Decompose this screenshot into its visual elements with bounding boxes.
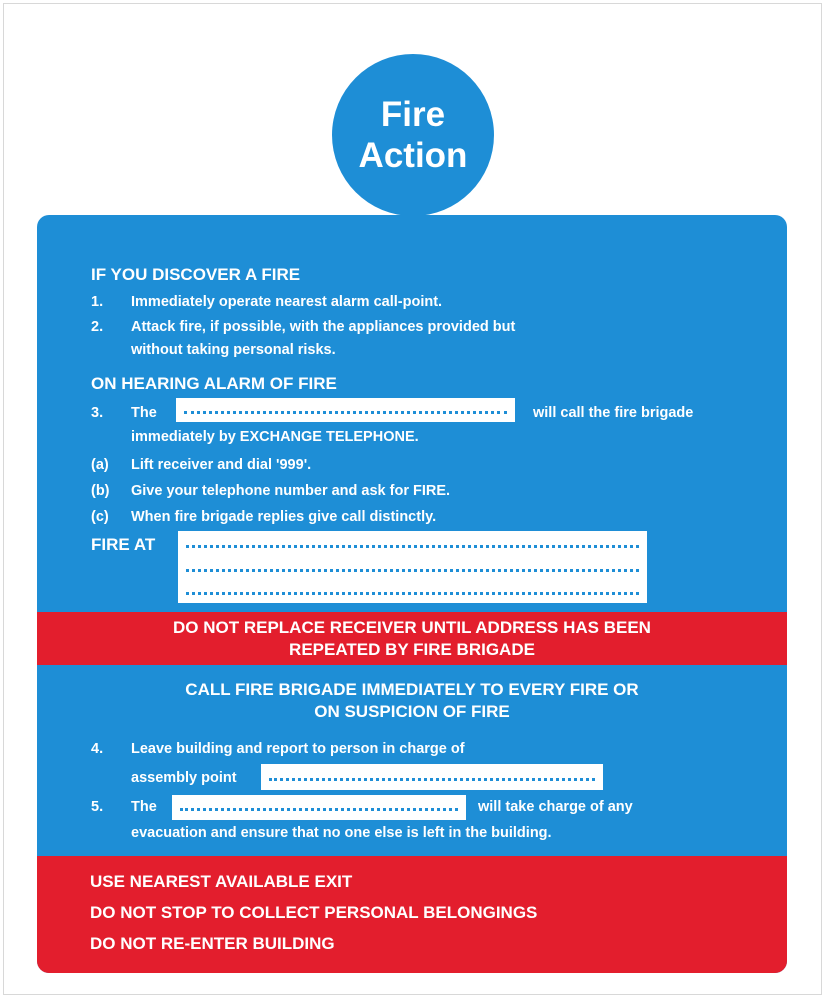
item-3-text-cont: immediately by EXCHANGE TELEPHONE.	[131, 429, 419, 445]
item-1-text: Immediately operate nearest alarm call-point.	[131, 294, 443, 310]
instructions-panel	[37, 215, 787, 973]
subitem-c-label: (c)	[91, 509, 109, 525]
fire-at-label: FIRE AT	[91, 535, 156, 554]
item-2-text-cont: without taking personal risks.	[131, 342, 336, 358]
warning-line-2: REPEATED BY FIRE BRIGADE	[289, 640, 535, 659]
item-5-number: 5.	[91, 799, 104, 815]
call-line-1: CALL FIRE BRIGADE IMMEDIATELY TO EVERY FIRE OR	[185, 680, 639, 699]
item-2-text: Attack fire, if possible, with the appliances provided but	[131, 319, 516, 335]
fill-in-dots	[186, 592, 639, 595]
title-line-2: Action	[358, 136, 468, 175]
item-2-number: 2.	[91, 319, 104, 335]
fill-in-dots	[186, 569, 639, 572]
warning-line-1: DO NOT REPLACE RECEIVER UNTIL ADDRESS HAS BEEN	[173, 618, 651, 637]
assembly-point-field[interactable]	[261, 764, 603, 790]
item-1-number: 1.	[91, 294, 104, 310]
item-3-post: will call the fire brigade	[533, 405, 694, 421]
exit-line-2: DO NOT STOP TO COLLECT PERSONAL BELONGINGS	[90, 903, 538, 922]
exit-line-3: DO NOT RE-ENTER BUILDING	[90, 934, 335, 953]
fire-address-field[interactable]	[178, 531, 647, 603]
item-4-number: 4.	[91, 741, 104, 757]
subitem-a-text: Lift receiver and dial '999'.	[131, 457, 312, 473]
fire-brigade-caller-field[interactable]	[176, 398, 515, 422]
item-4-text: Leave building and report to person in charge of	[131, 741, 465, 757]
subitem-b-text: Give your telephone number and ask for FIRE.	[131, 483, 451, 499]
item-3-pre: The	[131, 405, 157, 421]
title-line-1: Fire	[380, 95, 446, 134]
warning-band	[37, 612, 787, 665]
title-badge	[332, 54, 494, 216]
call-line-2: ON SUSPICION OF FIRE	[314, 702, 510, 721]
exit-line-1: USE NEAREST AVAILABLE EXIT	[90, 872, 353, 891]
item-5-pre: The	[131, 799, 157, 815]
fill-in-dots	[269, 778, 595, 781]
exit-instructions-band	[37, 856, 787, 973]
fill-in-dots	[180, 808, 458, 811]
discover-heading: IF YOU DISCOVER A FIRE	[91, 265, 301, 284]
evacuation-officer-field[interactable]	[172, 795, 466, 820]
item-4-assembly-label: assembly point	[131, 770, 237, 786]
fill-in-dots	[184, 411, 507, 414]
subitem-b-label: (b)	[91, 483, 110, 499]
subitem-a-label: (a)	[91, 457, 109, 473]
fill-in-dots	[186, 545, 639, 548]
item-3-number: 3.	[91, 405, 104, 421]
item-5-text-cont: evacuation and ensure that no one else is left in the building.	[131, 825, 552, 841]
item-5-post: will take charge of any	[478, 799, 633, 815]
subitem-c-text: When fire brigade replies give call distinctly.	[131, 509, 437, 525]
alarm-heading: ON HEARING ALARM OF FIRE	[91, 374, 337, 393]
